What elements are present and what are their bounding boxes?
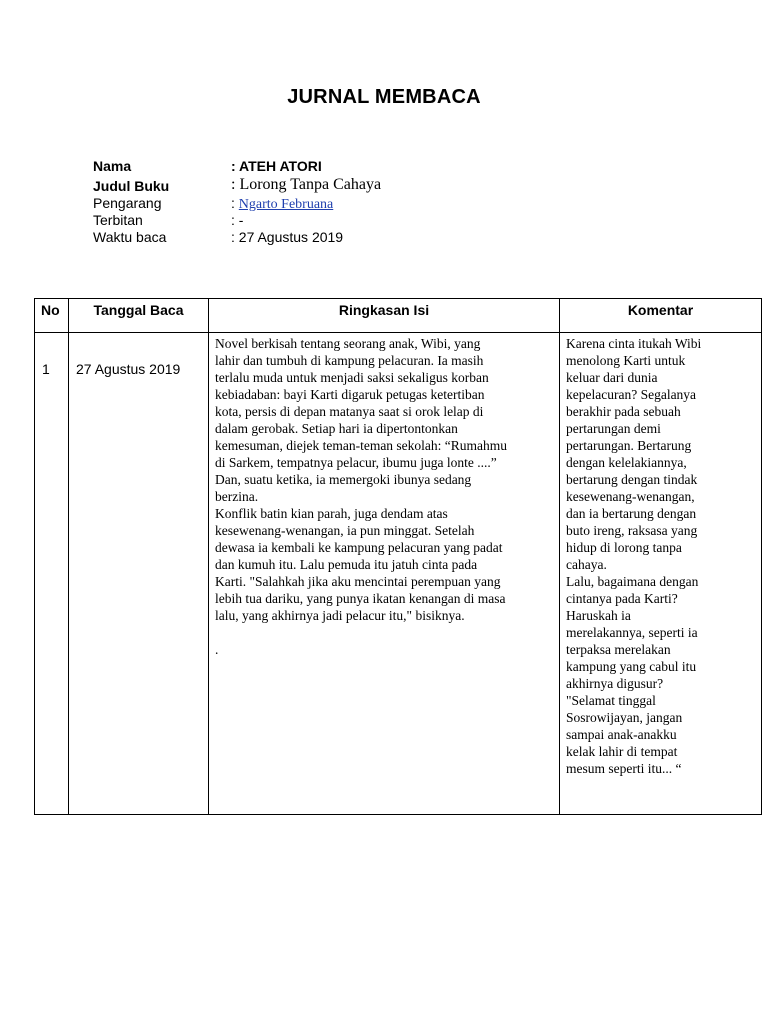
cell-no: 1 <box>35 333 69 815</box>
cell-tanggal: 27 Agustus 2019 <box>69 333 209 815</box>
page-title: JURNAL MEMBACA <box>287 86 481 108</box>
judul-label: Judul Buku <box>93 178 170 194</box>
header-no: No <box>35 299 69 333</box>
header-ringkasan: Ringkasan Isi <box>209 299 560 333</box>
pengarang-row <box>93 195 693 212</box>
table-row <box>35 333 762 815</box>
waktu-row <box>93 229 693 246</box>
nama-label: Nama <box>93 158 132 174</box>
nama-value: : ATEH ATORI <box>231 158 322 174</box>
cell-komentar <box>560 333 762 815</box>
waktu-value: : 27 Agustus 2019 <box>231 229 344 245</box>
cell-ringkasan <box>209 333 560 815</box>
ringkasan-paragraph-1: Novel berkisah tentang seorang anak, Wibi, yang lahir dan tumbuh di kampung pelacuran. Ia masih terlalu muda untuk menjadi saksi sekaligus korban kebiadaban: bayi Karti digaruk petugas ketertiban kota, persis di depan matanya saat si orok lelap di dalam gerobak. Setiap hari ia dipertontonkan kemesuman, diejek teman-teman sekolah: “Rumahmu di Sarkem, tempatnya pelacur, ibumu juga lonte ....” Dan, suatu ketika, ia memergoki ibunya sedang berzina. <box>215 336 508 504</box>
judul-value: : Lorong Tanpa Cahaya <box>231 176 382 193</box>
journal-table <box>34 298 762 815</box>
terbitan-row <box>93 212 693 229</box>
nama-row <box>93 158 693 175</box>
terbitan-value: : - <box>231 212 244 228</box>
pengarang-label: Pengarang <box>93 195 162 211</box>
table-header-row <box>35 299 762 333</box>
waktu-label: Waktu baca <box>93 229 167 245</box>
terbitan-label: Terbitan <box>93 212 143 228</box>
pengarang-colon: : <box>231 195 235 211</box>
judul-row <box>93 178 693 195</box>
pengarang-link[interactable]: Ngarto Februana <box>238 197 334 212</box>
header-komentar: Komentar <box>560 299 762 333</box>
book-info <box>93 158 693 246</box>
header-tanggal: Tanggal Baca <box>69 299 209 333</box>
komentar-text: Karena cinta itukah Wibi menolong Karti untuk keluar dari dunia kepelacuran? Segalanya berakhir pada sebuah pertarungan demi pertarungan. Bertarung dengan kelelakiannya, bertarung dengan tindak kesewenang-wenangan, dan ia bertarung dengan buto ireng, raksasa yang hidup di lorong tanpa cahaya. Lalu, bagaimana dengan cintanya pada Karti? Haruskah ia merelakannya, seperti ia terpaksa merelakan kampung yang cabul itu akhirnya digusur? "Selamat tinggal Sosrowijayan, jangan sampai anak-anakku kelak lahir di tempat mesum seperti itu... “ <box>566 336 702 776</box>
ringkasan-paragraph-3: . <box>215 642 219 657</box>
ringkasan-paragraph-2: Konflik batin kian parah, juga dendam atas kesewenang-wenangan, ia pun minggat. Setelah dewasa ia kembali ke kampung pelacuran yang padat dan kumuh itu. Lalu pemuda itu jatuh cinta pada Karti. "Salahkah jika aku mencintai perempuan yang lebih tua dariku, yang punya ikatan kenangan di masa lalu, yang akhirnya jadi pelacur itu," bisiknya. <box>215 506 506 623</box>
pengarang-value-wrap <box>231 195 333 213</box>
